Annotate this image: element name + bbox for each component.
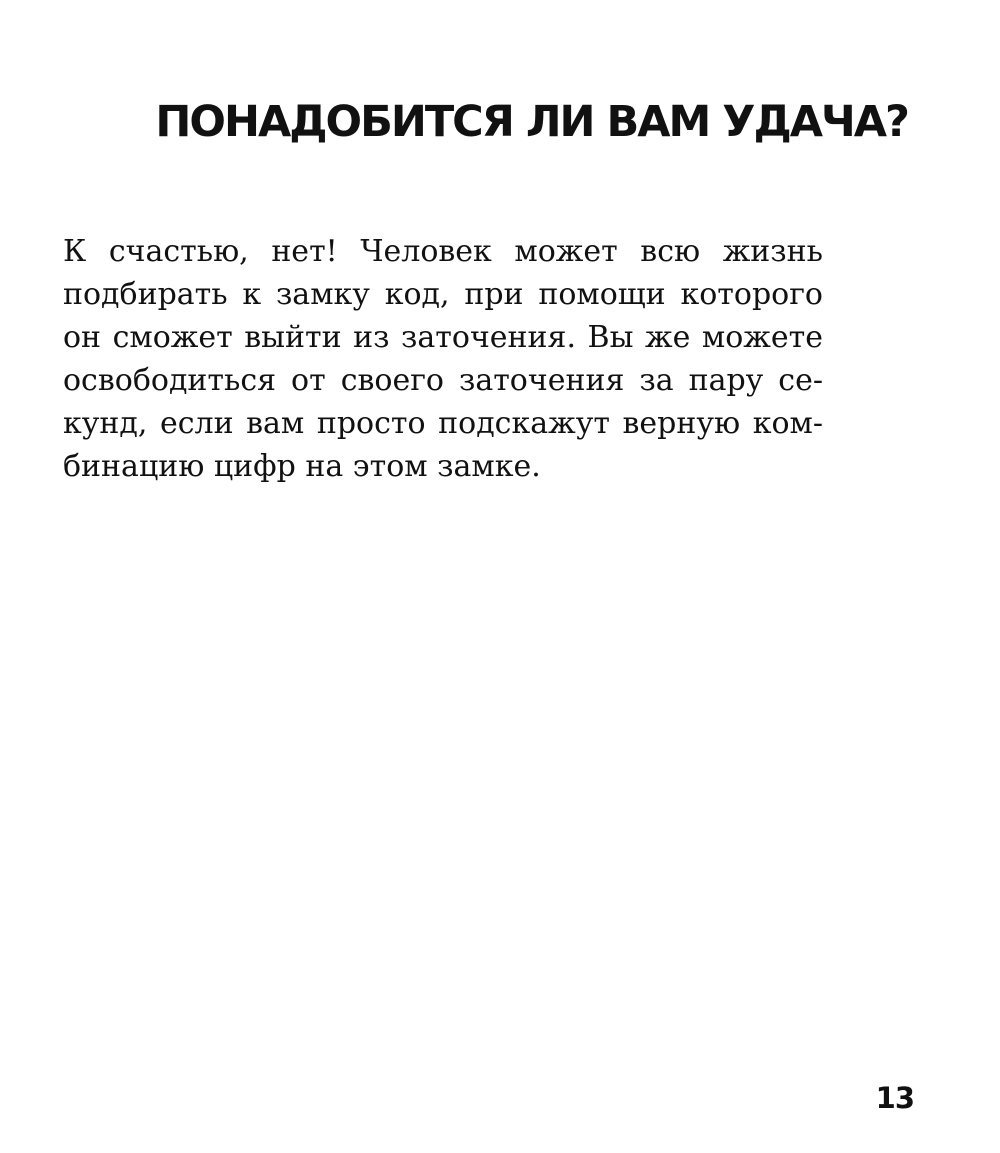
paragraph-line: освободиться от своего заточения за пару се- xyxy=(63,363,823,398)
paragraph-line: подбирать к замку код, при помощи которого xyxy=(63,277,823,312)
page-heading: ПОНАДОБИТСЯ ЛИ ВАМ УДАЧА? xyxy=(155,97,908,147)
paragraph-line: кунд, если вам просто подскажут верную ком- xyxy=(63,406,823,441)
paragraph-line: он сможет выйти из заточения. Вы же можете xyxy=(63,320,823,355)
page-number: 13 xyxy=(875,1081,914,1115)
paragraph-line: бинацию цифр на этом замке. xyxy=(63,449,541,484)
body-paragraph xyxy=(63,230,823,488)
paragraph-line: К счастью, нет! Человек может всю жизнь xyxy=(63,234,823,269)
